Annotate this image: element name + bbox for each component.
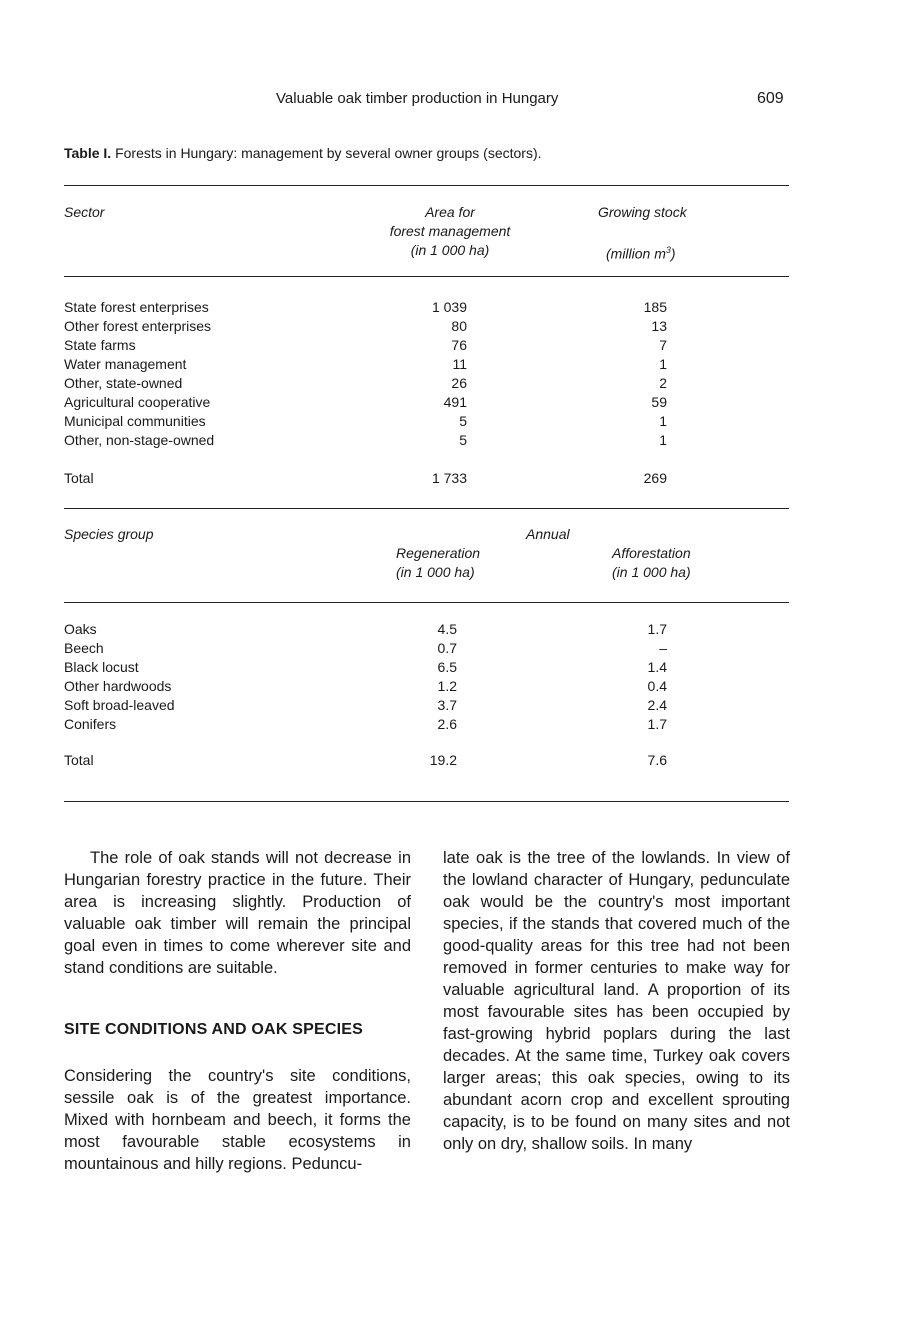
total-area: 1 733 (431, 470, 467, 486)
table-header-rule (64, 276, 789, 277)
header-regeneration: Regeneration (396, 545, 481, 561)
species-name: Soft broad-leaved (64, 697, 175, 713)
stock-value: 1 (659, 432, 667, 448)
species-name: Oaks (64, 621, 97, 637)
header-afforestation: Afforestation (612, 545, 691, 561)
afforestation-value: 1.7 (647, 716, 667, 732)
stock-value: 59 (651, 394, 667, 410)
species-name: Black locust (64, 659, 139, 675)
section-heading: SITE CONDITIONS AND OAK SPECIES (64, 1021, 363, 1038)
regeneration-value: 6.5 (437, 659, 457, 675)
header-species-group: Species group (64, 526, 154, 542)
area-value: 76 (451, 337, 467, 353)
total-stock: 269 (643, 470, 667, 486)
area-value: 5 (459, 413, 467, 429)
sector-name: Water management (64, 356, 187, 372)
regeneration-value: 4.5 (437, 621, 457, 637)
area-value: 26 (451, 375, 467, 391)
area-value: 11 (452, 356, 467, 372)
header-regeneration-unit: (in 1 000 ha) (396, 564, 475, 580)
table-bottom-rule (64, 801, 789, 802)
regeneration-value: 1.2 (437, 678, 457, 694)
afforestation-value: 1.7 (647, 621, 667, 637)
stock-value: 1 (659, 413, 667, 429)
sector-name: State farms (64, 337, 136, 353)
area-value: 80 (451, 318, 467, 334)
left-column-continued (64, 1065, 411, 1175)
table-top-rule (64, 185, 789, 186)
sector-name: Other, state-owned (64, 375, 183, 391)
paragraph: The role of oak stands will not decrease in Hungarian forestry practice in the future. Their area is increasing slightly. Production of valuable oak timber will remain the principal goal even in times to come wherever site and stand conditions are suitable. (64, 849, 411, 977)
area-value: 5 (459, 432, 467, 448)
total-afforestation: 7.6 (647, 752, 667, 768)
page-number: 609 (757, 90, 784, 107)
sector-name: Municipal communities (64, 413, 206, 429)
area-value: 1 039 (431, 299, 467, 315)
sector-name: Other forest enterprises (64, 318, 212, 334)
running-title: Valuable oak timber production in Hungary (276, 90, 559, 107)
stock-value: 1 (659, 356, 667, 372)
table-caption-label: Table I. (64, 145, 112, 161)
regeneration-value: 2.6 (437, 716, 457, 732)
total-label: Total (64, 470, 94, 486)
paragraph: late oak is the tree of the lowlands. In view of the lowland character of Hungary, pedunculate oak would be the country's most important species, if the stands that covered much of the good-quality areas for this tree had not been removed in former centuries to make way for valuable agricultural land. A proportion of its most favourable sites has been occupied by fast-growing hybrid poplars during the last decades. At the same time, Turkey oak covers larger areas; this oak species, owing to its abundant acorn crop and excellent sprouting capacity, is to be found on many sites and not only on dry, shallow soils. In many (443, 849, 790, 1153)
afforestation-value: 1.4 (647, 659, 667, 675)
species-name: Conifers (64, 716, 117, 732)
species-name: Other hardwoods (64, 678, 172, 694)
table-header-rule-2 (64, 602, 789, 603)
right-column (443, 847, 790, 1155)
sector-name: State forest enterprises (64, 299, 209, 315)
header-stock-unit: (million $m^3$) (606, 245, 676, 262)
regeneration-value: 3.7 (437, 697, 457, 713)
left-column (64, 847, 411, 979)
table-caption-text: Forests in Hungary: management by several owner groups (sectors). (111, 145, 542, 161)
afforestation-value: – (659, 640, 667, 656)
header-annual: Annual (526, 526, 570, 542)
header-area-line2: forest management (389, 223, 511, 239)
paragraph: Considering the country's site conditions, sessile oak is of the greatest importance. Mixed with hornbeam and beech, it forms the most favourable stable ecosystems in mountainous and hilly regions. Peduncu- (64, 1067, 411, 1173)
afforestation-value: 0.4 (647, 678, 667, 694)
stock-value: 13 (651, 318, 667, 334)
total-label-2: Total (64, 752, 94, 768)
stock-value: 185 (643, 299, 667, 315)
header-afforestation-unit: (in 1 000 ha) (612, 564, 691, 580)
header-stock-line1: Growing stock (598, 204, 687, 220)
stock-value: 2 (659, 375, 667, 391)
regeneration-value: 0.7 (437, 640, 457, 656)
species-name: Beech (64, 640, 104, 656)
sector-name: Other, non-stage-owned (64, 432, 215, 448)
header-area-line3: (in 1 000 ha) (410, 242, 490, 258)
sector-name: Agricultural cooperative (64, 394, 211, 410)
total-regeneration: 19.2 (429, 752, 457, 768)
stock-value: 7 (659, 337, 667, 353)
table-section-rule (64, 508, 789, 509)
header-area-line1: Area for (425, 204, 475, 220)
area-value: 491 (443, 394, 467, 410)
afforestation-value: 2.4 (647, 697, 667, 713)
header-sector: Sector (64, 204, 105, 220)
table-caption (64, 145, 542, 161)
